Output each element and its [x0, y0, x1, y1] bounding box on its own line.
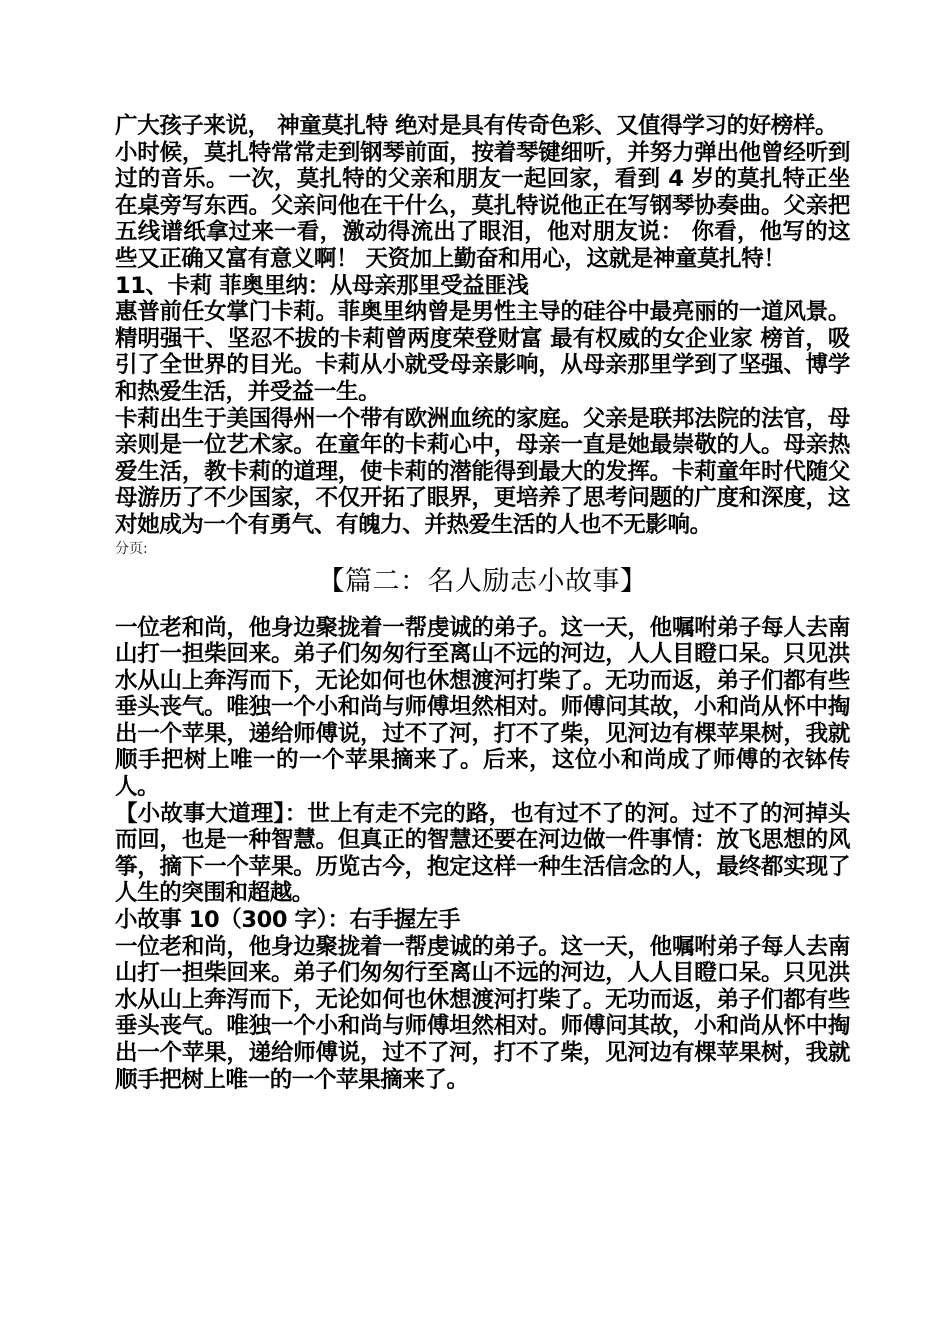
- paragraph-mozart-intro: 广大孩子来说， 神童莫扎特 绝对是具有传奇色彩、又值得学习的好榜样。: [115, 113, 838, 139]
- heading-carly-fiorina: 11、卡莉 菲奥里纳：从母亲那里受益匪浅: [115, 272, 529, 299]
- document-body: [115, 113, 850, 1093]
- paragraph-carly-intro: 惠普前任女掌门卡莉。菲奥里纳曾是男性主导的硅谷中最亮丽的一道风景。精明强干、坚忍不拔的卡莉曾两度荣登财富 最有权威的女企业家 榜首，吸引了全世界的目光。卡莉从小就受母亲影响，从母亲那里学到了坚强、博学和热爱生活，并受益一生。: [115, 299, 850, 405]
- page-break-label: 分页:: [115, 540, 148, 557]
- paragraph-monk-story: 一位老和尚，他身边聚拢着一帮虔诚的弟子。这一天，他嘱咐弟子每人去南山打一担柴回来。弟子们匆匆行至离山不远的河边，人人目瞪口呆。只见洪水从山上奔泻而下，无论如何也休想渡河打柴了。无功而返，弟子们都有些垂头丧气。唯独一个小和尚与师傅坦然相对。师傅问其故，小和尚从怀中掏出一个苹果，递给师傅说，过不了河，打不了柴，见河边有棵苹果树，我就顺手把树上唯一的一个苹果摘来了。后来，这位小和尚成了师傅的衣钵传人。: [115, 614, 850, 801]
- paragraph-mozart-story: 小时候，莫扎特常常走到钢琴前面，按着琴键细听，并努力弹出他曾经听到过的音乐。一次，莫扎特的父亲和朋友一起回家，看到 4 岁的莫扎特正坐在桌旁写东西。父亲问他在干什么，莫扎特说他正在写钢琴协奏曲。父亲把五线谱纸拿过来一看，激动得流出了眼泪，他对朋友说： 你看，他写的这些又正确又富有意义啊！ 天资加上勤奋和用心，这就是神童莫扎特！: [115, 139, 850, 272]
- paragraph-carly-childhood: 卡莉出生于美国得州一个带有欧洲血统的家庭。父亲是联邦法院的法官，母亲则是一位艺术家。在童年的卡莉心中，母亲一直是她最崇敬的人。母亲热爱生活，教卡莉的道理，使卡莉的潜能得到最大的发挥。卡莉童年时代随父母游历了不少国家，不仅开拓了眼界，更培养了思考问题的广度和深度，这对她成为一个有勇气、有魄力、并热爱生活的人也不无影响。: [115, 405, 850, 538]
- paragraph-story-10: 一位老和尚，他身边聚拢着一帮虔诚的弟子。这一天，他嘱咐弟子每人去南山打一担柴回来。弟子们匆匆行至离山不远的河边，人人目瞪口呆。只见洪水从山上奔泻而下，无论如何也休想渡河打柴了。无功而返，弟子们都有些垂头丧气。唯独一个小和尚与师傅坦然相对。师傅问其故，小和尚从怀中掏出一个苹果，递给师傅说，过不了河，打不了柴，见河边有棵苹果树，我就顺手把树上唯一的一个苹果摘来了。: [115, 933, 850, 1093]
- heading-story-10: 小故事 10（300 字）：右手握左手: [115, 907, 461, 934]
- paragraph-story-moral: 【小故事大道理】：世上有走不完的路，也有过不了的河。过不了的河掉头而回，也是一种智慧。但真正的智慧还要在河边做一件事情：放飞思想的风筝，摘下一个苹果。历览古今，抱定这样一种生活信念的人，最终都实现了人生的突围和超越。: [115, 800, 850, 907]
- section-title: 【篇二：名人励志小故事】: [317, 565, 648, 597]
